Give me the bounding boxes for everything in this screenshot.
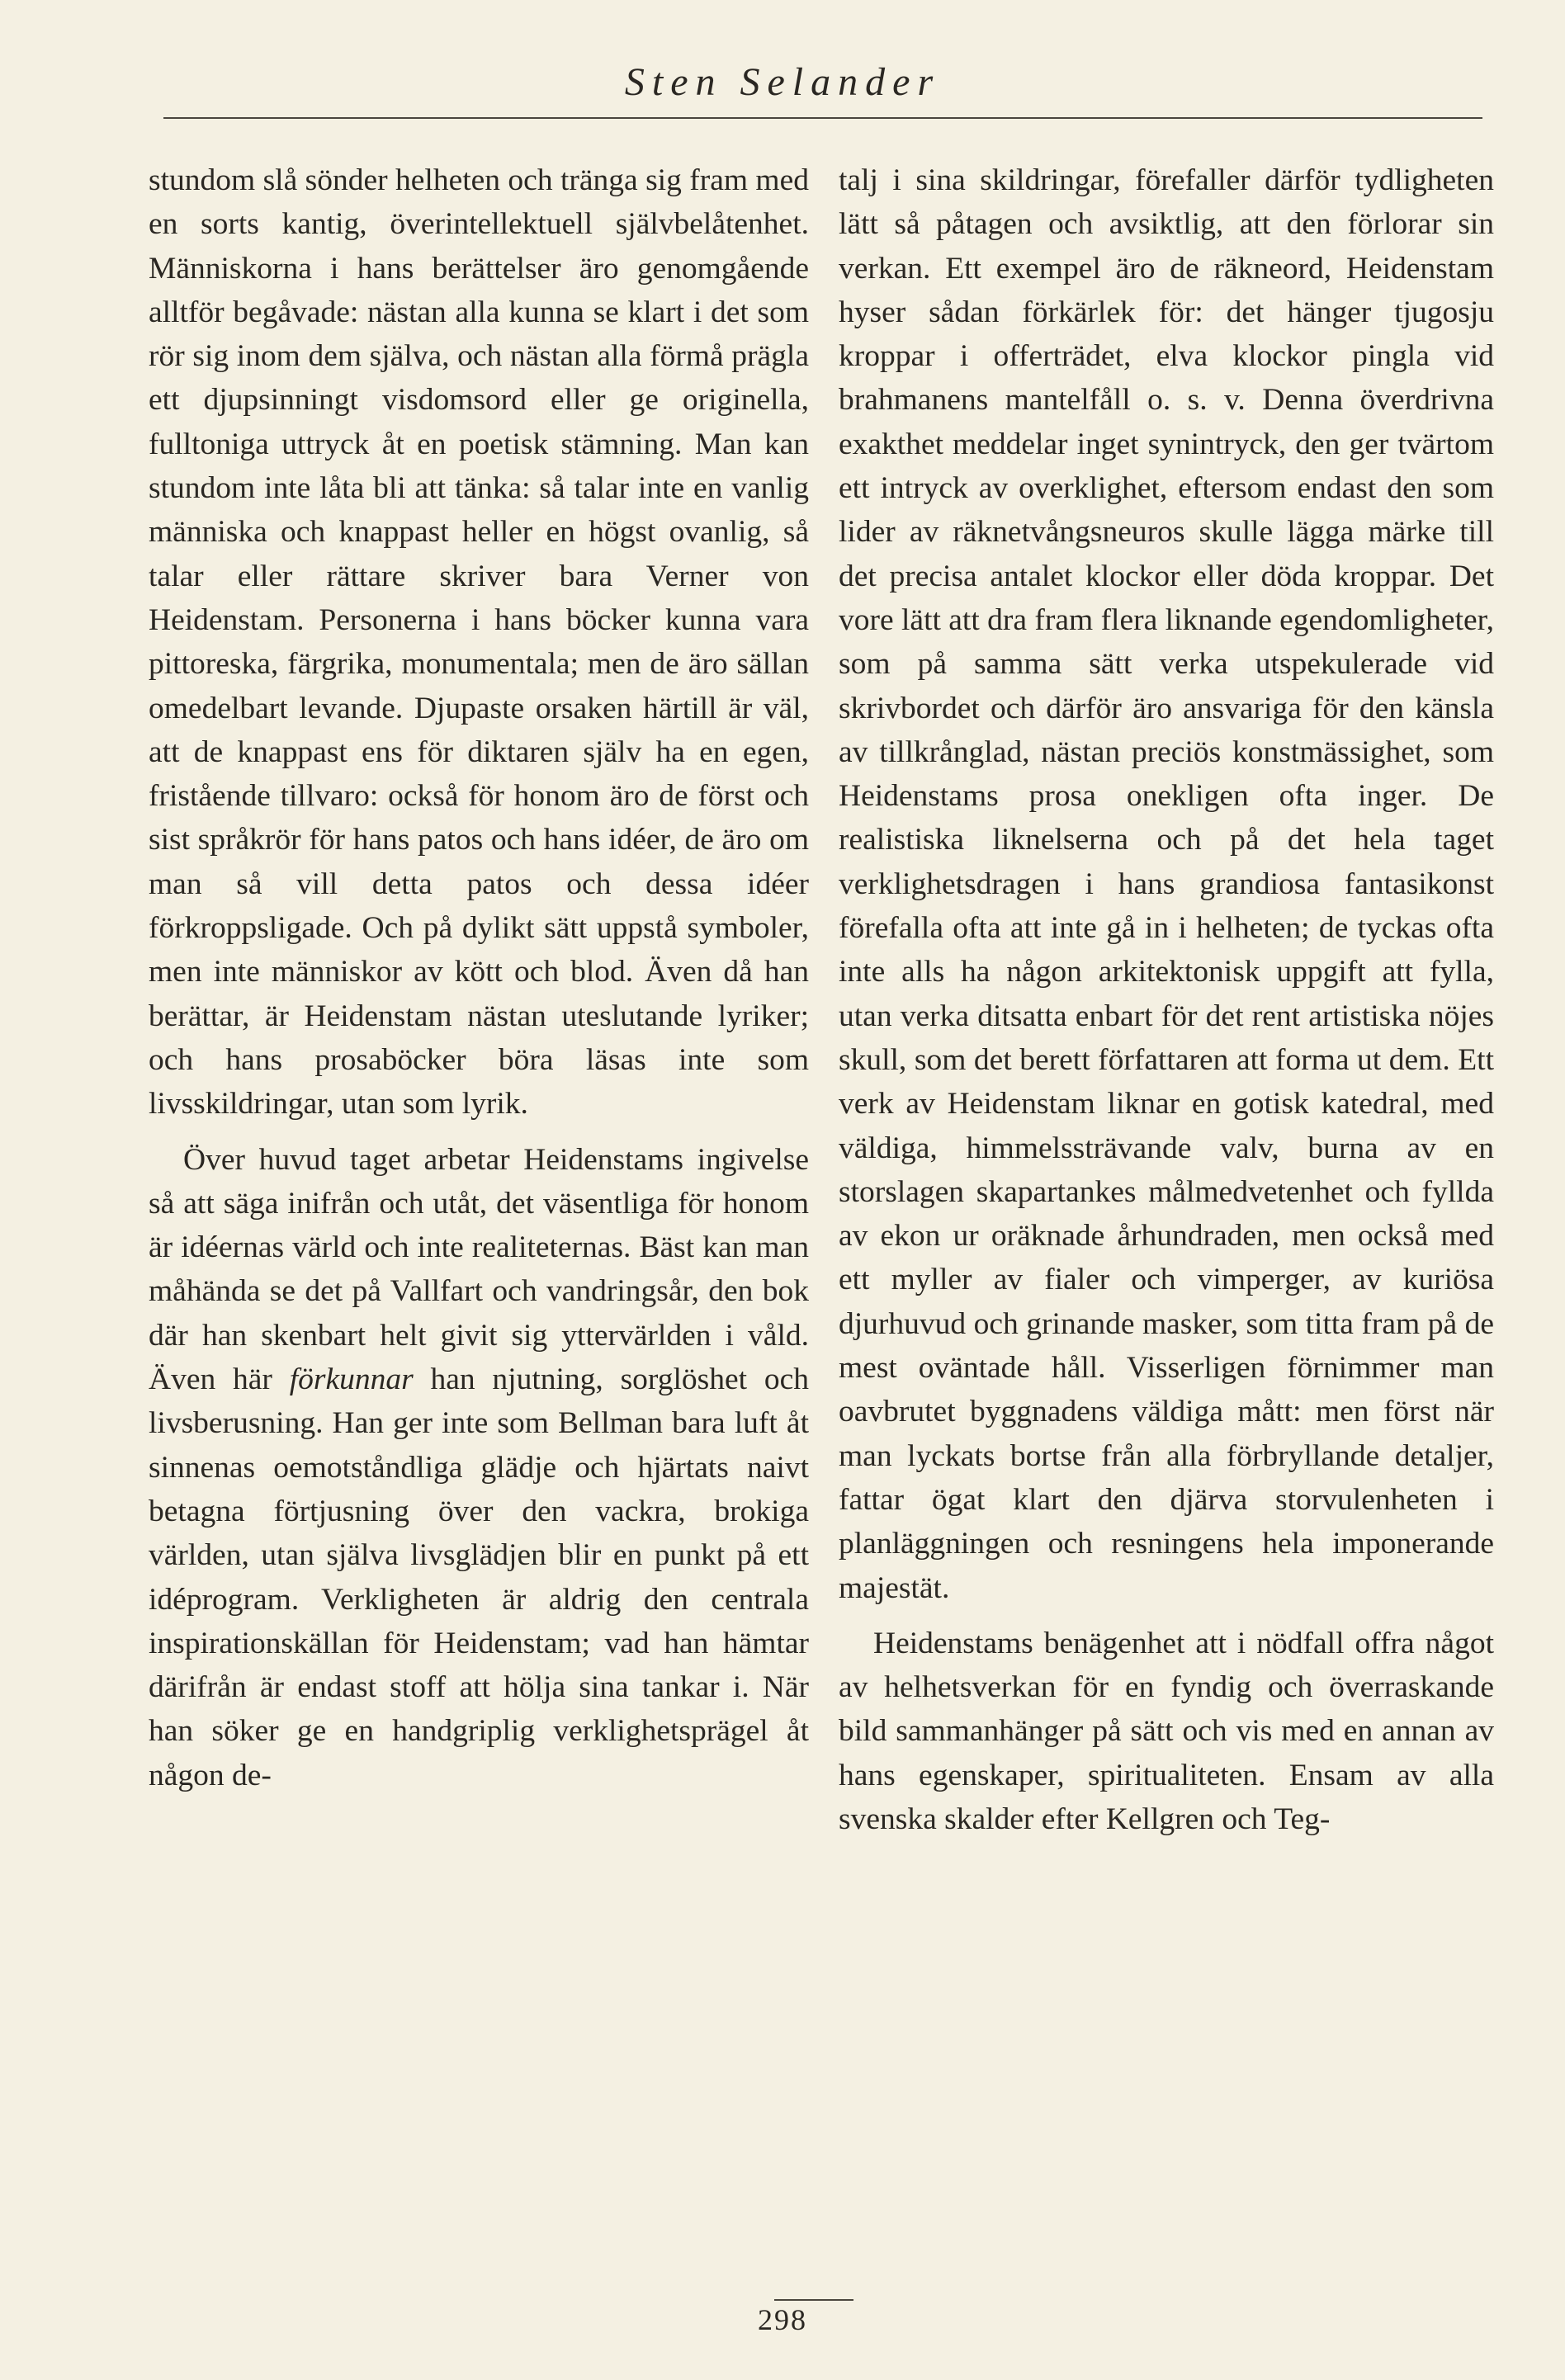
- emphasis-text: förkunnar: [289, 1362, 414, 1397]
- paragraph: talj i sina skildringar, förefaller därför tydligheten lätt så påtagen och avsiktlig, att den förlorar sin verkan. Ett exempel äro de räkneord, Heidenstam hyser sådan förkärlek för: det hänger tjugosju kroppar i offerträdet, elva klockor pingla vid brahmanens mantelfåll o. s. v. Denna överdrivna exakthet meddelar inget synintryck, den ger tvärtom ett intryck av overklighet, eftersom endast den som lider av räknetvångsneuros skulle lägga märke till det precisa antalet klockor eller döda kroppar. Det vore lätt att dra fram flera liknande egendomligheter, som på samma sätt verka utspekulerade vid skrivbordet och därför äro ansvariga för den känsla av tillkrånglad, nästan preciös konstmässighet, som Heidenstams prosa onekligen ofta inger. De realistiska liknelserna och på det hela taget verklighetsdragen i hans grandiosa fantasikonst förefalla ofta att inte gå in i helheten; de tyckas ofta inte alls ha någon arkitektonisk uppgift att fylla, utan verka ditsatta enbart för det rent artistiska nöjes skull, som det berett författaren att forma ut dem. Ett verk av Heidenstam liknar en gotisk katedral, med väldiga, himmelssträvande valv, burna av en storslagen skapartankes målmedvetenhet och fyllda av ekon ur oräknade århundraden, men också med ett myller av fialer och vimperger, av kuriösa djurhuvud och grinande masker, som titta fram på de mest oväntade håll. Visserligen förnimmer man oavbrutet byggnadens väldiga mått: men först när man lyckats bortse från alla förbryllande detaljer, fattar ögat klart den djärva storvulenheten i planläggningen och resningens hela imponerande majestät.: [839, 163, 1494, 1605]
- left-column: [149, 158, 809, 1797]
- running-head: Sten Selander: [624, 60, 941, 104]
- paragraph: [149, 1138, 809, 1797]
- header-rule: [163, 117, 1482, 119]
- paragraph: stundom slå sönder helheten och tränga sig fram med en sorts kantig, överintellektuell självbelåtenhet. Människorna i hans berättelser äro genomgående alltför begåvade: nästan alla kunna se klart i det som rör sig inom dem själva, och nästan alla förmå prägla ett djupsinningt visdomsord eller ge originella, fulltoniga uttryck åt en poetisk stämning. Man kan stundom inte låta bli att tänka: så talar inte en vanlig människa och knappast heller en högst ovanlig, så talar eller rättare skriver bara Verner von Heidenstam. Personerna i hans böcker kunna vara pittoreska, färgrika, monumentala; men de äro sällan omedelbart levande. Djupaste orsaken härtill är väl, att de knappast ens för diktaren själv ha en egen, fristående tillvaro: också för honom äro de först och sist språkrör för hans patos och hans idéer, de äro om man så vill detta patos och dessa idéer förkroppsligade. Och på dylikt sätt uppstå symboler, men inte människor av kött och blod. Även då han berättar, är Heidenstam nästan uteslutande lyriker; och hans prosaböcker böra läsas inte som livsskildringar, utan som lyrik.: [149, 163, 809, 1122]
- paragraph-text: Över huvud taget arbetar Heidenstams ingivelse så att säga inifrån och utåt, det väsentliga för honom är idéernas värld och inte realiteternas. Bäst kan man måhända se det på Vallfart och vandringsår, den bok där han skenbart helt givit sig yttervärlden i våld. Även här: [149, 1142, 809, 1397]
- right-column: [839, 158, 1494, 1841]
- page-number: 298: [758, 2303, 807, 2336]
- footer-rule: [774, 2299, 853, 2301]
- paragraph-text: han njutning, sorglöshet och livsberusning. Han ger inte som Bellman bara luft åt sinnenas oemotståndliga glädje och hjärtats naivt betagna förtjusning över den vackra, brokiga världen, utan själva livsglädjen blir en punkt på ett idéprogram. Verkligheten är aldrig den centrala inspirationskällan för Heidenstam; vad han hämtar därifrån är endast stoff att hölja sina tankar i. När han söker ge en handgriplig verklighetsprägel åt någon de-: [149, 1362, 809, 1792]
- paragraph: Heidenstams benägenhet att i nödfall offra något av helhetsverkan för en fyndig och överraskande bild sammanhänger på sätt och vis med en annan av hans egenskaper, spiritualiteten. Ensam av alla svenska skalder efter Kellgren och Teg-: [839, 1626, 1494, 1836]
